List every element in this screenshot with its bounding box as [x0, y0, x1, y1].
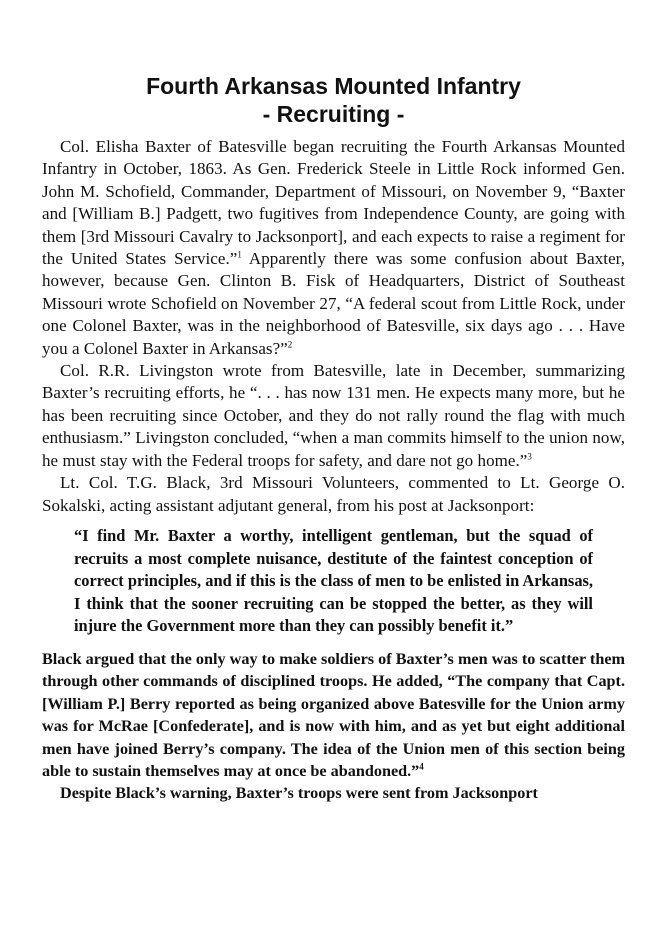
block-quote: “I find Mr. Baxter a worthy, intelligent gentleman, but the squad of recruits a most complete nuisance, destitute of the faintest conception of correct principles, and if this is the class of men to be enlisted in Arkansas, I think that the sooner recruiting can be stopped the better, as they will injure the Government more than they can possibly benefit it.”	[74, 525, 593, 636]
footnote-marker: 1	[237, 249, 242, 260]
paragraph-despite-warning	[42, 782, 625, 804]
paragraph-text: Apparently there was some confusion about Baxter, however, because Gen. Clinton B. Fisk of Headquarters, District of Southeast Missouri wrote Schofield on November 27, “A federal scout from Little Rock, under one Colonel Baxter, was in the neighborhood of Batesville, six days ago . . . Have you a Colonel Baxter in Arkansas?”	[42, 249, 626, 358]
paragraph-baxter-recruiting	[42, 136, 625, 360]
footnote-marker: 3	[527, 451, 532, 462]
paragraph-black-intro	[42, 472, 625, 517]
paragraph-black-argument	[42, 648, 625, 782]
paragraph-text: Despite Black’s warning, Baxter’s troops were sent from Jacksonport	[60, 784, 538, 803]
footnote-marker: 2	[287, 339, 293, 349]
paragraph-text: Lt. Col. T.G. Black, 3rd Missouri Volunteers, commented to Lt. George O. Sokalski, acting assistant adjutant general, from his post at Jacksonport:	[42, 473, 625, 515]
footnote-marker: 4	[419, 761, 424, 772]
paragraph-text: Black argued that the only way to make soldiers of Baxter’s men was to scatter them through other commands of disciplined troops. He added, “The company that Capt. [William P.] Berry reported as being organized above Batesville for the Union army was for McRae [Confederate], and is now with him, and as yet but eight additional men have joined Berry’s company. The idea of the Union men of this section being able to sustain themselves may at once be abandoned.”	[42, 649, 625, 780]
paragraph-text: Col. Elisha Baxter of Batesville began recruiting the Fourth Arkansas Mounted Infantry in October, 1863. As Gen. Frederick Steele in Little Rock informed Gen. John M. Schofield, Commander, Department of Missouri, on November 9, “Baxter and [William B.] Padgett, two fugitives from Independence County, are going with them [3rd Missouri Cavalry to Jacksonport], and each expects to raise a regiment for the United States Service.”	[42, 137, 625, 269]
page-title: Fourth Arkansas Mounted Infantry	[146, 73, 521, 99]
paragraph-text: Col. R.R. Livingston wrote from Batesville, late in December, summarizing Baxter’s recruiting efforts, he “. . . has now 131 men. He expects many more, but he has been recruiting since October, and they do not rally round the flag with much enthusiasm.” Livingston concluded, “when a man commits himself to the union now, he must stay with the Federal troops for safety, and dare not go home.”	[42, 361, 625, 470]
page-subtitle: - Recruiting -	[262, 101, 405, 127]
paragraph-livingston	[42, 360, 625, 472]
